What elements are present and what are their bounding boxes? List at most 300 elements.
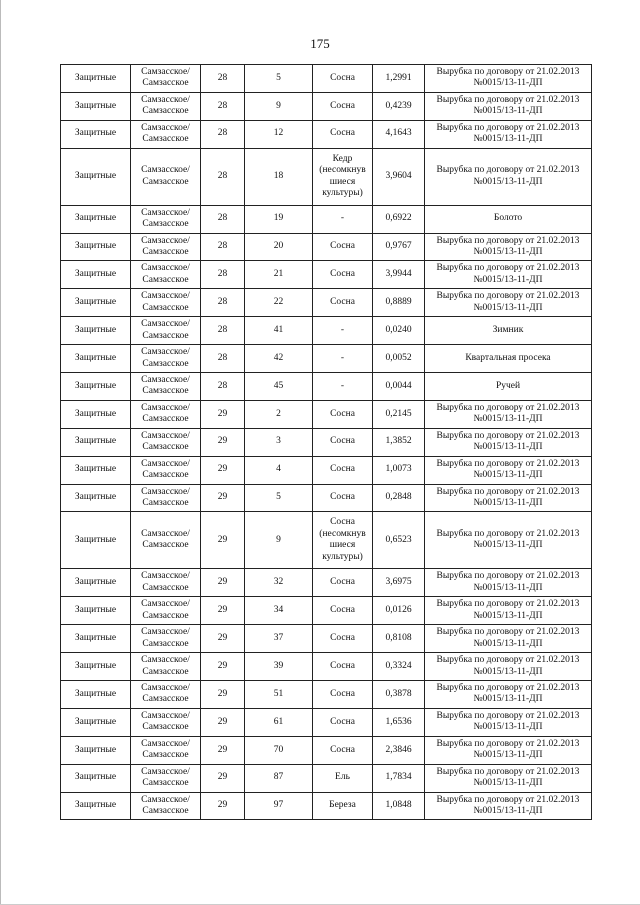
quarter-cell-text: 29 bbox=[217, 716, 228, 727]
category-cell-text: Защитные bbox=[74, 170, 117, 181]
note-cell-text: №0015/13-11-ДП bbox=[473, 414, 543, 425]
category-cell bbox=[61, 653, 131, 681]
note-cell-text: Ручей bbox=[495, 380, 521, 391]
area-cell-text: 0,3324 bbox=[385, 660, 412, 671]
note-cell bbox=[425, 625, 592, 653]
forestry-cell-text: Самзасское bbox=[142, 778, 189, 789]
forestry-cell-text: Самзасское bbox=[142, 106, 189, 117]
forestry-cell-text: Самзасское bbox=[142, 498, 189, 509]
quarter-cell bbox=[201, 92, 245, 120]
quarter-cell bbox=[201, 317, 245, 345]
note-cell-text: №0015/13-11-ДП bbox=[473, 610, 543, 621]
plot-cell-text: 5 bbox=[276, 72, 281, 83]
forestry-cell bbox=[131, 484, 201, 512]
table-row bbox=[61, 373, 592, 401]
plot-cell-text: 97 bbox=[273, 800, 284, 811]
forestry-cell bbox=[131, 205, 201, 233]
species-cell-text: Сосна bbox=[330, 632, 355, 643]
forestry-cell bbox=[131, 764, 201, 792]
forestry-cell-text: Самзасское/ bbox=[141, 682, 190, 693]
quarter-cell bbox=[201, 625, 245, 653]
quarter-cell bbox=[201, 65, 245, 93]
scan-edge-left bbox=[0, 0, 1, 905]
table-row bbox=[61, 233, 592, 261]
area-cell-text: 3,6975 bbox=[385, 577, 412, 588]
area-cell-text: 0,2145 bbox=[385, 408, 412, 419]
plot-cell-text: 87 bbox=[273, 772, 284, 783]
note-cell-text: №0015/13-11-ДП bbox=[473, 498, 543, 509]
forestry-cell-text: Самзасское bbox=[142, 219, 189, 230]
forestry-cell-text: Самзасское bbox=[142, 330, 189, 341]
forestry-cell-text: Самзасское/ bbox=[141, 571, 190, 582]
area-cell bbox=[373, 708, 425, 736]
plot-cell-text: 2 bbox=[276, 408, 281, 419]
forestry-cell-text: Самзасское bbox=[142, 582, 189, 593]
quarter-cell bbox=[201, 400, 245, 428]
species-cell bbox=[313, 400, 373, 428]
note-cell-text: Вырубка по договору от 21.02.2013 bbox=[436, 794, 580, 805]
category-cell bbox=[61, 373, 131, 401]
species-cell bbox=[313, 317, 373, 345]
species-cell bbox=[313, 625, 373, 653]
forestry-cell-text: Самзасское/ bbox=[141, 94, 190, 105]
note-cell bbox=[425, 65, 592, 93]
area-cell-text: 0,0240 bbox=[385, 324, 412, 335]
species-cell-text: Сосна bbox=[330, 436, 355, 447]
note-cell-text: Вырубка по договору от 21.02.2013 bbox=[436, 627, 580, 638]
quarter-cell-text: 28 bbox=[217, 72, 228, 83]
species-cell-text: (несомкнув bbox=[319, 165, 366, 176]
category-cell bbox=[61, 233, 131, 261]
area-cell-text: 1,0073 bbox=[385, 464, 412, 475]
note-cell-text: Вырубка по договору от 21.02.2013 bbox=[436, 528, 580, 539]
species-cell-text: Сосна bbox=[330, 688, 355, 699]
forestry-cell-text: Самзасское bbox=[142, 722, 189, 733]
plot-cell-text: 61 bbox=[273, 716, 284, 727]
plot-cell-text: 70 bbox=[273, 744, 284, 755]
forestry-cell-text: Самзасское/ bbox=[141, 122, 190, 133]
area-cell-text: 4,1643 bbox=[385, 128, 412, 139]
note-cell bbox=[425, 345, 592, 373]
area-cell-text: 3,9604 bbox=[385, 170, 412, 181]
area-cell bbox=[373, 373, 425, 401]
note-cell-text: Вырубка по договору от 21.02.2013 bbox=[436, 235, 580, 246]
category-cell-text: Защитные bbox=[74, 297, 117, 308]
note-cell bbox=[425, 233, 592, 261]
area-cell-text: 2,3846 bbox=[385, 744, 412, 755]
forestry-cell-text: Самзасское/ bbox=[141, 710, 190, 721]
forestry-cell-text: Самзасское/ bbox=[141, 430, 190, 441]
forestry-cell bbox=[131, 653, 201, 681]
forestry-cell bbox=[131, 512, 201, 569]
quarter-cell-text: 28 bbox=[217, 380, 228, 391]
plot-cell-text: 12 bbox=[273, 128, 284, 139]
species-cell bbox=[313, 120, 373, 148]
plot-cell bbox=[245, 708, 313, 736]
species-cell bbox=[313, 708, 373, 736]
note-cell-text: Вырубка по договору от 21.02.2013 bbox=[436, 655, 580, 666]
note-cell-text: №0015/13-11-ДП bbox=[473, 274, 543, 285]
species-cell bbox=[313, 764, 373, 792]
forestry-cell-text: Самзасское bbox=[142, 386, 189, 397]
forestry-cell-text: Самзасское/ bbox=[141, 291, 190, 302]
forestry-cell-text: Самзасское/ bbox=[141, 319, 190, 330]
forestry-cell bbox=[131, 708, 201, 736]
table-row bbox=[61, 65, 592, 93]
category-cell bbox=[61, 625, 131, 653]
forestry-cell-text: Самзасское/ bbox=[141, 655, 190, 666]
forestry-cell bbox=[131, 261, 201, 289]
category-cell-text: Защитные bbox=[74, 269, 117, 280]
category-cell bbox=[61, 345, 131, 373]
category-cell bbox=[61, 456, 131, 484]
note-cell bbox=[425, 736, 592, 764]
category-cell-text: Защитные bbox=[74, 100, 117, 111]
quarter-cell bbox=[201, 456, 245, 484]
note-cell bbox=[425, 148, 592, 205]
plot-cell bbox=[245, 317, 313, 345]
species-cell-text: Сосна bbox=[330, 128, 355, 139]
category-cell-text: Защитные bbox=[74, 688, 117, 699]
quarter-cell-text: 28 bbox=[217, 170, 228, 181]
table-row bbox=[61, 345, 592, 373]
quarter-cell-text: 28 bbox=[217, 213, 228, 224]
table-row bbox=[61, 625, 592, 653]
forestry-cell-text: Самзасское bbox=[142, 442, 189, 453]
quarter-cell bbox=[201, 373, 245, 401]
category-cell-text: Защитные bbox=[74, 577, 117, 588]
forestry-cell-text: Самзасское/ bbox=[141, 402, 190, 413]
note-cell bbox=[425, 569, 592, 597]
category-cell-text: Защитные bbox=[74, 772, 117, 783]
note-cell bbox=[425, 400, 592, 428]
note-cell bbox=[425, 373, 592, 401]
plot-cell-text: 37 bbox=[273, 632, 284, 643]
forestry-cell bbox=[131, 428, 201, 456]
note-cell bbox=[425, 289, 592, 317]
quarter-cell-text: 29 bbox=[217, 605, 228, 616]
plot-cell-text: 19 bbox=[273, 213, 284, 224]
category-cell-text: Защитные bbox=[74, 352, 117, 363]
forestry-cell bbox=[131, 625, 201, 653]
plot-cell-text: 51 bbox=[273, 688, 284, 699]
note-cell bbox=[425, 792, 592, 820]
forestry-cell bbox=[131, 456, 201, 484]
quarter-cell-text: 28 bbox=[217, 297, 228, 308]
species-cell-text: (несомкнув bbox=[319, 528, 366, 539]
plot-cell bbox=[245, 736, 313, 764]
quarter-cell bbox=[201, 512, 245, 569]
category-cell bbox=[61, 512, 131, 569]
species-cell bbox=[313, 261, 373, 289]
table-row bbox=[61, 653, 592, 681]
category-cell bbox=[61, 289, 131, 317]
quarter-cell bbox=[201, 736, 245, 764]
category-cell-text: Защитные bbox=[74, 324, 117, 335]
quarter-cell bbox=[201, 569, 245, 597]
table-row bbox=[61, 400, 592, 428]
category-cell bbox=[61, 428, 131, 456]
species-cell-text: Сосна bbox=[330, 577, 355, 588]
quarter-cell bbox=[201, 120, 245, 148]
note-cell-text: №0015/13-11-ДП bbox=[473, 806, 543, 817]
note-cell-text: №0015/13-11-ДП bbox=[473, 106, 543, 117]
forestry-cell bbox=[131, 373, 201, 401]
area-cell-text: 3,9944 bbox=[385, 269, 412, 280]
species-cell bbox=[313, 736, 373, 764]
species-cell bbox=[313, 681, 373, 709]
table-row bbox=[61, 289, 592, 317]
area-cell-text: 1,0848 bbox=[385, 800, 412, 811]
note-cell bbox=[425, 120, 592, 148]
species-cell-text: Кедр bbox=[332, 153, 353, 164]
species-cell-text: шиеся bbox=[329, 540, 356, 551]
forestry-cell-text: Самзасское/ bbox=[141, 458, 190, 469]
plot-cell-text: 39 bbox=[273, 660, 284, 671]
plot-cell bbox=[245, 569, 313, 597]
area-cell bbox=[373, 400, 425, 428]
forestry-cell bbox=[131, 681, 201, 709]
forestry-cell bbox=[131, 400, 201, 428]
plot-cell bbox=[245, 148, 313, 205]
forestry-cell bbox=[131, 65, 201, 93]
area-cell bbox=[373, 428, 425, 456]
forestry-cell-text: Самзасское bbox=[142, 302, 189, 313]
species-cell-text: Сосна bbox=[330, 269, 355, 280]
note-cell bbox=[425, 205, 592, 233]
note-cell-text: №0015/13-11-ДП bbox=[473, 638, 543, 649]
note-cell-text: Вырубка по договору от 21.02.2013 bbox=[436, 682, 580, 693]
note-cell bbox=[425, 317, 592, 345]
quarter-cell-text: 28 bbox=[217, 100, 228, 111]
forestry-cell bbox=[131, 92, 201, 120]
note-cell-text: №0015/13-11-ДП bbox=[473, 470, 543, 481]
category-cell-text: Защитные bbox=[74, 436, 117, 447]
plot-cell bbox=[245, 345, 313, 373]
category-cell-text: Защитные bbox=[74, 492, 117, 503]
quarter-cell bbox=[201, 345, 245, 373]
plot-cell-text: 4 bbox=[276, 464, 281, 475]
species-cell-text: культуры) bbox=[322, 551, 363, 562]
category-cell bbox=[61, 569, 131, 597]
note-cell bbox=[425, 653, 592, 681]
plot-cell bbox=[245, 289, 313, 317]
note-cell bbox=[425, 681, 592, 709]
note-cell-text: №0015/13-11-ДП bbox=[473, 582, 543, 593]
plot-cell bbox=[245, 456, 313, 484]
category-cell-text: Защитные bbox=[74, 716, 117, 727]
area-cell-text: 0,9767 bbox=[385, 241, 412, 252]
species-cell-text: - bbox=[340, 324, 345, 335]
table-row bbox=[61, 261, 592, 289]
plot-cell bbox=[245, 428, 313, 456]
note-cell-text: Вырубка по договору от 21.02.2013 bbox=[436, 710, 580, 721]
category-cell bbox=[61, 400, 131, 428]
note-cell-text: Вырубка по договору от 21.02.2013 bbox=[436, 766, 580, 777]
land-plots-table bbox=[60, 64, 592, 820]
forestry-cell bbox=[131, 345, 201, 373]
plot-cell-text: 32 bbox=[273, 577, 284, 588]
area-cell bbox=[373, 148, 425, 205]
category-cell-text: Защитные bbox=[74, 660, 117, 671]
plot-cell-text: 22 bbox=[273, 297, 284, 308]
forestry-cell bbox=[131, 569, 201, 597]
category-cell-text: Защитные bbox=[74, 464, 117, 475]
table-row bbox=[61, 764, 592, 792]
note-cell-text: №0015/13-11-ДП bbox=[473, 694, 543, 705]
species-cell-text: Сосна bbox=[330, 464, 355, 475]
page-number: 175 bbox=[310, 36, 330, 51]
plot-cell bbox=[245, 653, 313, 681]
area-cell bbox=[373, 456, 425, 484]
note-cell-text: №0015/13-11-ДП bbox=[473, 750, 543, 761]
plot-cell bbox=[245, 792, 313, 820]
area-cell bbox=[373, 681, 425, 709]
area-cell-text: 1,2991 bbox=[385, 72, 412, 83]
note-cell-text: №0015/13-11-ДП bbox=[473, 302, 543, 313]
area-cell-text: 0,3878 bbox=[385, 688, 412, 699]
forestry-cell-text: Самзасское bbox=[142, 694, 189, 705]
note-cell bbox=[425, 261, 592, 289]
forestry-cell-text: Самзасское bbox=[142, 666, 189, 677]
note-cell-text: №0015/13-11-ДП bbox=[473, 78, 543, 89]
note-cell-text: Зимник bbox=[492, 324, 524, 335]
forestry-cell-text: Самзасское/ bbox=[141, 794, 190, 805]
area-cell bbox=[373, 653, 425, 681]
area-cell bbox=[373, 597, 425, 625]
quarter-cell bbox=[201, 764, 245, 792]
plot-cell bbox=[245, 65, 313, 93]
note-cell-text: Вырубка по договору от 21.02.2013 bbox=[436, 122, 580, 133]
forestry-cell bbox=[131, 317, 201, 345]
forestry-cell-text: Самзасское bbox=[142, 750, 189, 761]
species-cell-text: Сосна bbox=[330, 605, 355, 616]
species-cell-text: Сосна bbox=[330, 492, 355, 503]
quarter-cell bbox=[201, 233, 245, 261]
category-cell bbox=[61, 120, 131, 148]
forestry-cell bbox=[131, 597, 201, 625]
species-cell bbox=[313, 792, 373, 820]
quarter-cell bbox=[201, 792, 245, 820]
category-cell bbox=[61, 317, 131, 345]
quarter-cell bbox=[201, 653, 245, 681]
table-row bbox=[61, 428, 592, 456]
area-cell bbox=[373, 317, 425, 345]
quarter-cell-text: 28 bbox=[217, 241, 228, 252]
area-cell-text: 0,0052 bbox=[385, 352, 412, 363]
quarter-cell-text: 28 bbox=[217, 324, 228, 335]
forestry-cell-text: Самзасское bbox=[142, 470, 189, 481]
note-cell-text: №0015/13-11-ДП bbox=[473, 722, 543, 733]
forestry-cell-text: Самзасское/ bbox=[141, 207, 190, 218]
plot-cell bbox=[245, 625, 313, 653]
forestry-cell bbox=[131, 736, 201, 764]
table-row bbox=[61, 148, 592, 205]
forestry-cell-text: Самзасское/ bbox=[141, 165, 190, 176]
species-cell bbox=[313, 205, 373, 233]
note-cell-text: Болото bbox=[493, 213, 523, 224]
quarter-cell-text: 29 bbox=[217, 577, 228, 588]
species-cell-text: культуры) bbox=[322, 188, 363, 199]
forestry-cell-text: Самзасское bbox=[142, 176, 189, 187]
area-cell bbox=[373, 345, 425, 373]
forestry-cell-text: Самзасское bbox=[142, 134, 189, 145]
note-cell-text: №0015/13-11-ДП bbox=[473, 778, 543, 789]
forestry-cell-text: Самзасское bbox=[142, 638, 189, 649]
plot-cell-text: 5 bbox=[276, 492, 281, 503]
forestry-cell-text: Самзасское bbox=[142, 274, 189, 285]
forestry-cell-text: Самзасское bbox=[142, 247, 189, 257]
quarter-cell-text: 28 bbox=[217, 352, 228, 363]
note-cell-text: Вырубка по договору от 21.02.2013 bbox=[436, 94, 580, 105]
area-cell bbox=[373, 625, 425, 653]
species-cell-text: Сосна bbox=[330, 100, 355, 111]
quarter-cell bbox=[201, 484, 245, 512]
species-cell-text: - bbox=[340, 380, 345, 391]
note-cell bbox=[425, 764, 592, 792]
category-cell-text: Защитные bbox=[74, 380, 117, 391]
area-cell-text: 1,6536 bbox=[385, 716, 412, 727]
category-cell-text: Защитные bbox=[74, 800, 117, 811]
plot-cell-text: 3 bbox=[276, 436, 281, 447]
quarter-cell-text: 29 bbox=[217, 534, 228, 545]
quarter-cell bbox=[201, 261, 245, 289]
forestry-cell bbox=[131, 792, 201, 820]
area-cell bbox=[373, 233, 425, 261]
species-cell-text: Сосна bbox=[330, 297, 355, 308]
area-cell bbox=[373, 65, 425, 93]
area-cell bbox=[373, 484, 425, 512]
species-cell-text: Сосна bbox=[330, 744, 355, 755]
category-cell bbox=[61, 708, 131, 736]
area-cell bbox=[373, 792, 425, 820]
species-cell-text: Сосна bbox=[330, 408, 355, 419]
plot-cell-text: 42 bbox=[273, 352, 284, 363]
species-cell-text: Сосна bbox=[330, 241, 355, 252]
category-cell-text: Защитные bbox=[74, 534, 117, 545]
table-row bbox=[61, 92, 592, 120]
plot-cell bbox=[245, 597, 313, 625]
category-cell bbox=[61, 148, 131, 205]
quarter-cell-text: 29 bbox=[217, 744, 228, 755]
plot-cell-text: 18 bbox=[273, 170, 284, 181]
category-cell bbox=[61, 736, 131, 764]
note-cell-text: Вырубка по договору от 21.02.2013 bbox=[436, 486, 580, 497]
forestry-cell-text: Самзасское/ bbox=[141, 766, 190, 777]
note-cell-text: №0015/13-11-ДП bbox=[473, 134, 543, 145]
forestry-cell-text: Самзасское bbox=[142, 806, 189, 817]
note-cell-text: Вырубка по договору от 21.02.2013 bbox=[436, 263, 580, 274]
species-cell-text: - bbox=[340, 352, 345, 363]
category-cell bbox=[61, 65, 131, 93]
table-body bbox=[61, 65, 592, 820]
category-cell-text: Защитные bbox=[74, 128, 117, 139]
plot-cell-text: 34 bbox=[273, 605, 284, 616]
note-cell-text: Вырубка по договору от 21.02.2013 bbox=[436, 571, 580, 582]
category-cell bbox=[61, 261, 131, 289]
forestry-cell-text: Самзасское/ bbox=[141, 738, 190, 749]
area-cell-text: 0,8889 bbox=[385, 297, 412, 308]
note-cell-text: Вырубка по договору от 21.02.2013 bbox=[436, 165, 580, 176]
category-cell bbox=[61, 597, 131, 625]
area-cell bbox=[373, 120, 425, 148]
area-cell bbox=[373, 92, 425, 120]
quarter-cell-text: 29 bbox=[217, 660, 228, 671]
species-cell bbox=[313, 92, 373, 120]
category-cell bbox=[61, 205, 131, 233]
table-row bbox=[61, 597, 592, 625]
species-cell bbox=[313, 65, 373, 93]
